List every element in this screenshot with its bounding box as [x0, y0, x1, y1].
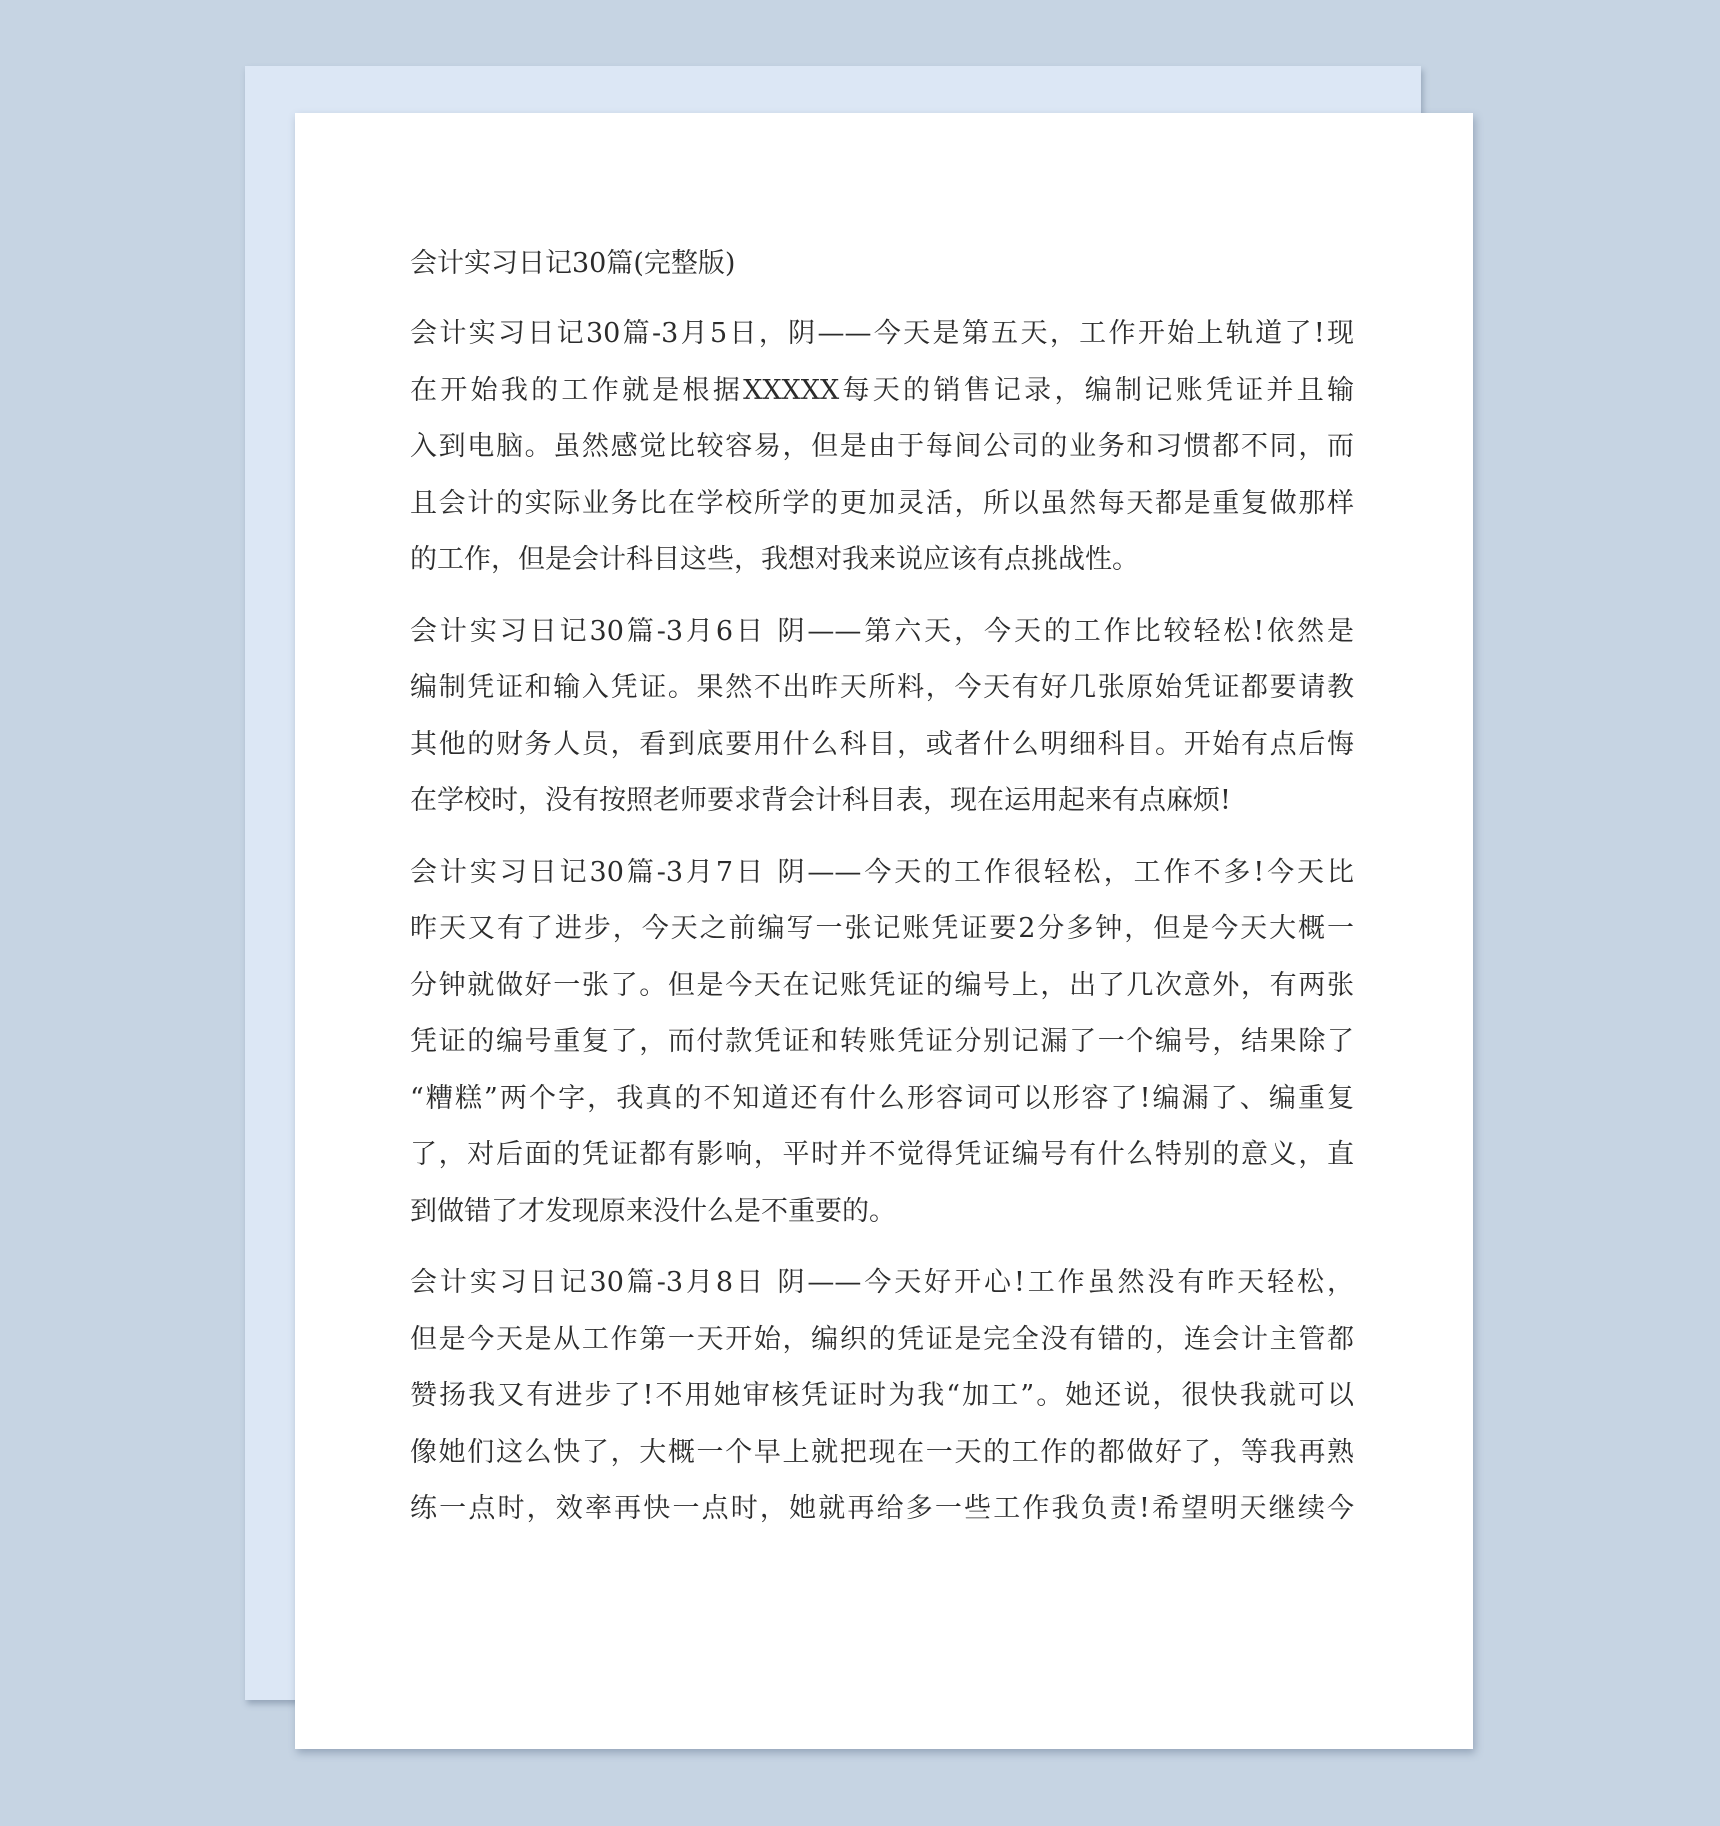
text-line: 会计实习日记30篇-3月6日 阴——第六天，今天的工作比较轻松!依然是 [410, 615, 1354, 647]
text-line: 分钟就做好一张了。但是今天在记账凭证的编号上，出了几次意外，有两张 [410, 969, 1354, 1001]
text-line: 但是今天是从工作第一天开始，编织的凭证是完全没有错的，连会计主管都 [410, 1323, 1354, 1355]
document-page [295, 113, 1473, 1749]
text-line: 在开始我的工作就是根据XXXXX每天的销售记录，编制记账凭证并且输 [410, 374, 1354, 406]
text-line: 到做错了才发现原来没什么是不重要的。 [410, 1195, 896, 1227]
text-line: 的工作，但是会计科目这些，我想对我来说应该有点挑战性。 [410, 544, 1139, 575]
text-line: 其他的财务人员，看到底要用什么科目，或者什么明细科目。开始有点后悔 [410, 728, 1354, 760]
text-line: 赞扬我又有进步了!不用她审核凭证时为我“加工”。她还说，很快我就可以 [410, 1380, 1354, 1411]
document-content [410, 236, 1354, 1553]
text-line: “糟糕”两个字，我真的不知道还有什么形容词可以形容了!编漏了、编重复 [410, 1082, 1354, 1114]
text-line: 且会计的实际业务比在学校所学的更加灵活，所以虽然每天都是重复做那样 [410, 487, 1354, 519]
paragraph [410, 1255, 1354, 1538]
paragraph [410, 306, 1354, 589]
text-line: 了，对后面的凭证都有影响，平时并不觉得凭证编号有什么特别的意义，直 [410, 1139, 1354, 1170]
text-line: 昨天又有了进步，今天之前编写一张记账凭证要2分多钟，但是今天大概一 [410, 913, 1354, 944]
text-line: 入到电脑。虽然感觉比较容易，但是由于每间公司的业务和习惯都不同，而 [410, 431, 1354, 462]
text-line: 会计实习日记30篇-3月8日 阴——今天好开心!工作虽然没有昨天轻松， [410, 1267, 1354, 1298]
paragraph [410, 604, 1354, 830]
document-title: 会计实习日记30篇(完整版) [410, 248, 736, 279]
text-line: 凭证的编号重复了，而付款凭证和转账凭证分别记漏了一个编号，结果除了 [410, 1026, 1354, 1057]
paragraph [410, 845, 1354, 1241]
text-line: 在学校时，没有按照老师要求背会计科目表，现在运用起来有点麻烦! [410, 785, 1231, 816]
text-line: 像她们这么快了，大概一个早上就把现在一天的工作的都做好了，等我再熟 [410, 1436, 1354, 1468]
text-line: 会计实习日记30篇-3月7日 阴——今天的工作很轻松，工作不多!今天比 [410, 856, 1354, 888]
text-line: 编制凭证和输入凭证。果然不出昨天所料，今天有好几张原始凭证都要请教 [410, 672, 1354, 703]
text-line: 练一点时，效率再快一点时，她就再给多一些工作我负责!希望明天继续今 [410, 1493, 1354, 1524]
text-line: 会计实习日记30篇-3月5日，阴——今天是第五天，工作开始上轨道了!现 [410, 318, 1354, 349]
